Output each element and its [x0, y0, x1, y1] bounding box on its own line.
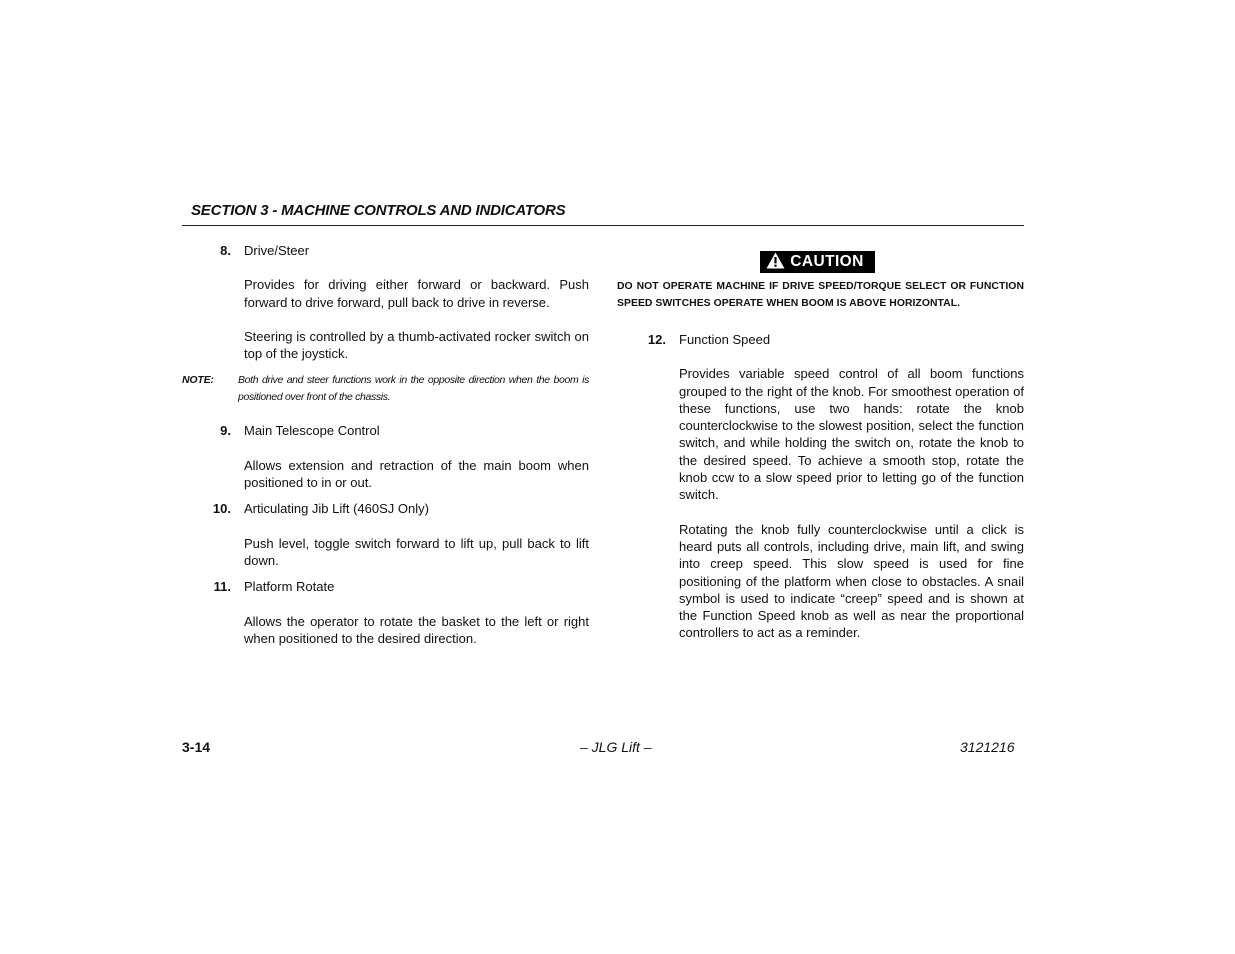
item-title: Articulating Jib Lift (460SJ Only): [244, 501, 429, 517]
caution-badge: [760, 251, 874, 273]
left-column: [182, 242, 589, 647]
item-paragraph: Allows the operator to rotate the basket to the left or right when positioned to the desired direction.: [244, 613, 589, 646]
caution-banner: [617, 251, 1024, 275]
item-paragraph: Provides for driving either forward or backward. Push forward to drive forward, pull back to drive in reverse.: [244, 277, 589, 310]
caution-text: DO NOT OPERATE MACHINE IF DRIVE SPEED/TORQUE SELECT OR FUNCTION SPEED SWITCHES OPERATE WHEN BOOM IS ABOVE HORIZONTAL.: [617, 281, 1024, 309]
list-item-platform-rotate: [182, 578, 589, 647]
caution-label: CAUTION: [790, 253, 864, 270]
note-text: Both drive and steer functions work in the opposite direction when the boom is positioned over front of the chassis.: [238, 374, 589, 404]
warning-triangle-icon: [766, 252, 785, 269]
item-number: 9.: [220, 423, 231, 439]
note-block: [182, 372, 589, 406]
right-column: [617, 251, 1024, 642]
footer-publisher: – JLG Lift –: [580, 739, 652, 755]
footer-document-number: 3121216: [960, 739, 1015, 755]
item-paragraph: Steering is controlled by a thumb-activated rocker switch on top of the joystick.: [244, 328, 589, 362]
list-item-main-telescope: [182, 422, 589, 491]
list-item-jib-lift: [182, 500, 589, 569]
item-title: Drive/Steer: [244, 243, 310, 258]
item-paragraph: Rotating the knob fully counterclockwise until a click is heard puts all controls, including drive, main lift, and swing into creep speed. This slow speed is used for fine positioning of the platform when close to obstacles. A snail symbol is used to indicate “creep” speed and is shown at the Function Speed knob as well as near the proportional controllers to act as a reminder.: [679, 521, 1024, 641]
item-paragraph: Provides variable speed control of all boom functions grouped to the right of the knob. For smoothest operation of these functions, use two hands: rotate the knob counterclockwise to the slowest position, select the function switch, and while holding the switch on, rotate the knob to the desired speed. To achieve a smooth stop, rotate the knob ccw to a slow speed prior to letting go of the function switch.: [679, 366, 1024, 503]
item-paragraph: Allows extension and retraction of the main boom when positioned to in or out.: [244, 457, 589, 491]
item-number: 11.: [213, 579, 231, 595]
list-item-drive-steer: [182, 242, 589, 362]
item-number: 8.: [220, 243, 231, 258]
footer-page-number: 3-14: [182, 739, 211, 755]
list-item-function-speed: [617, 331, 1024, 642]
note-label: NOTE:: [182, 374, 214, 387]
item-title: Function Speed: [679, 332, 771, 347]
item-number: 12.: [647, 332, 666, 347]
header-divider: [182, 225, 1024, 226]
section-title: SECTION 3 - MACHINE CONTROLS AND INDICATORS: [191, 202, 566, 219]
item-title: Platform Rotate: [244, 579, 335, 595]
item-paragraph: Push level, toggle switch forward to lift up, pull back to lift down.: [244, 535, 589, 568]
item-title: Main Telescope Control: [244, 423, 380, 439]
item-number: 10.: [212, 501, 231, 517]
